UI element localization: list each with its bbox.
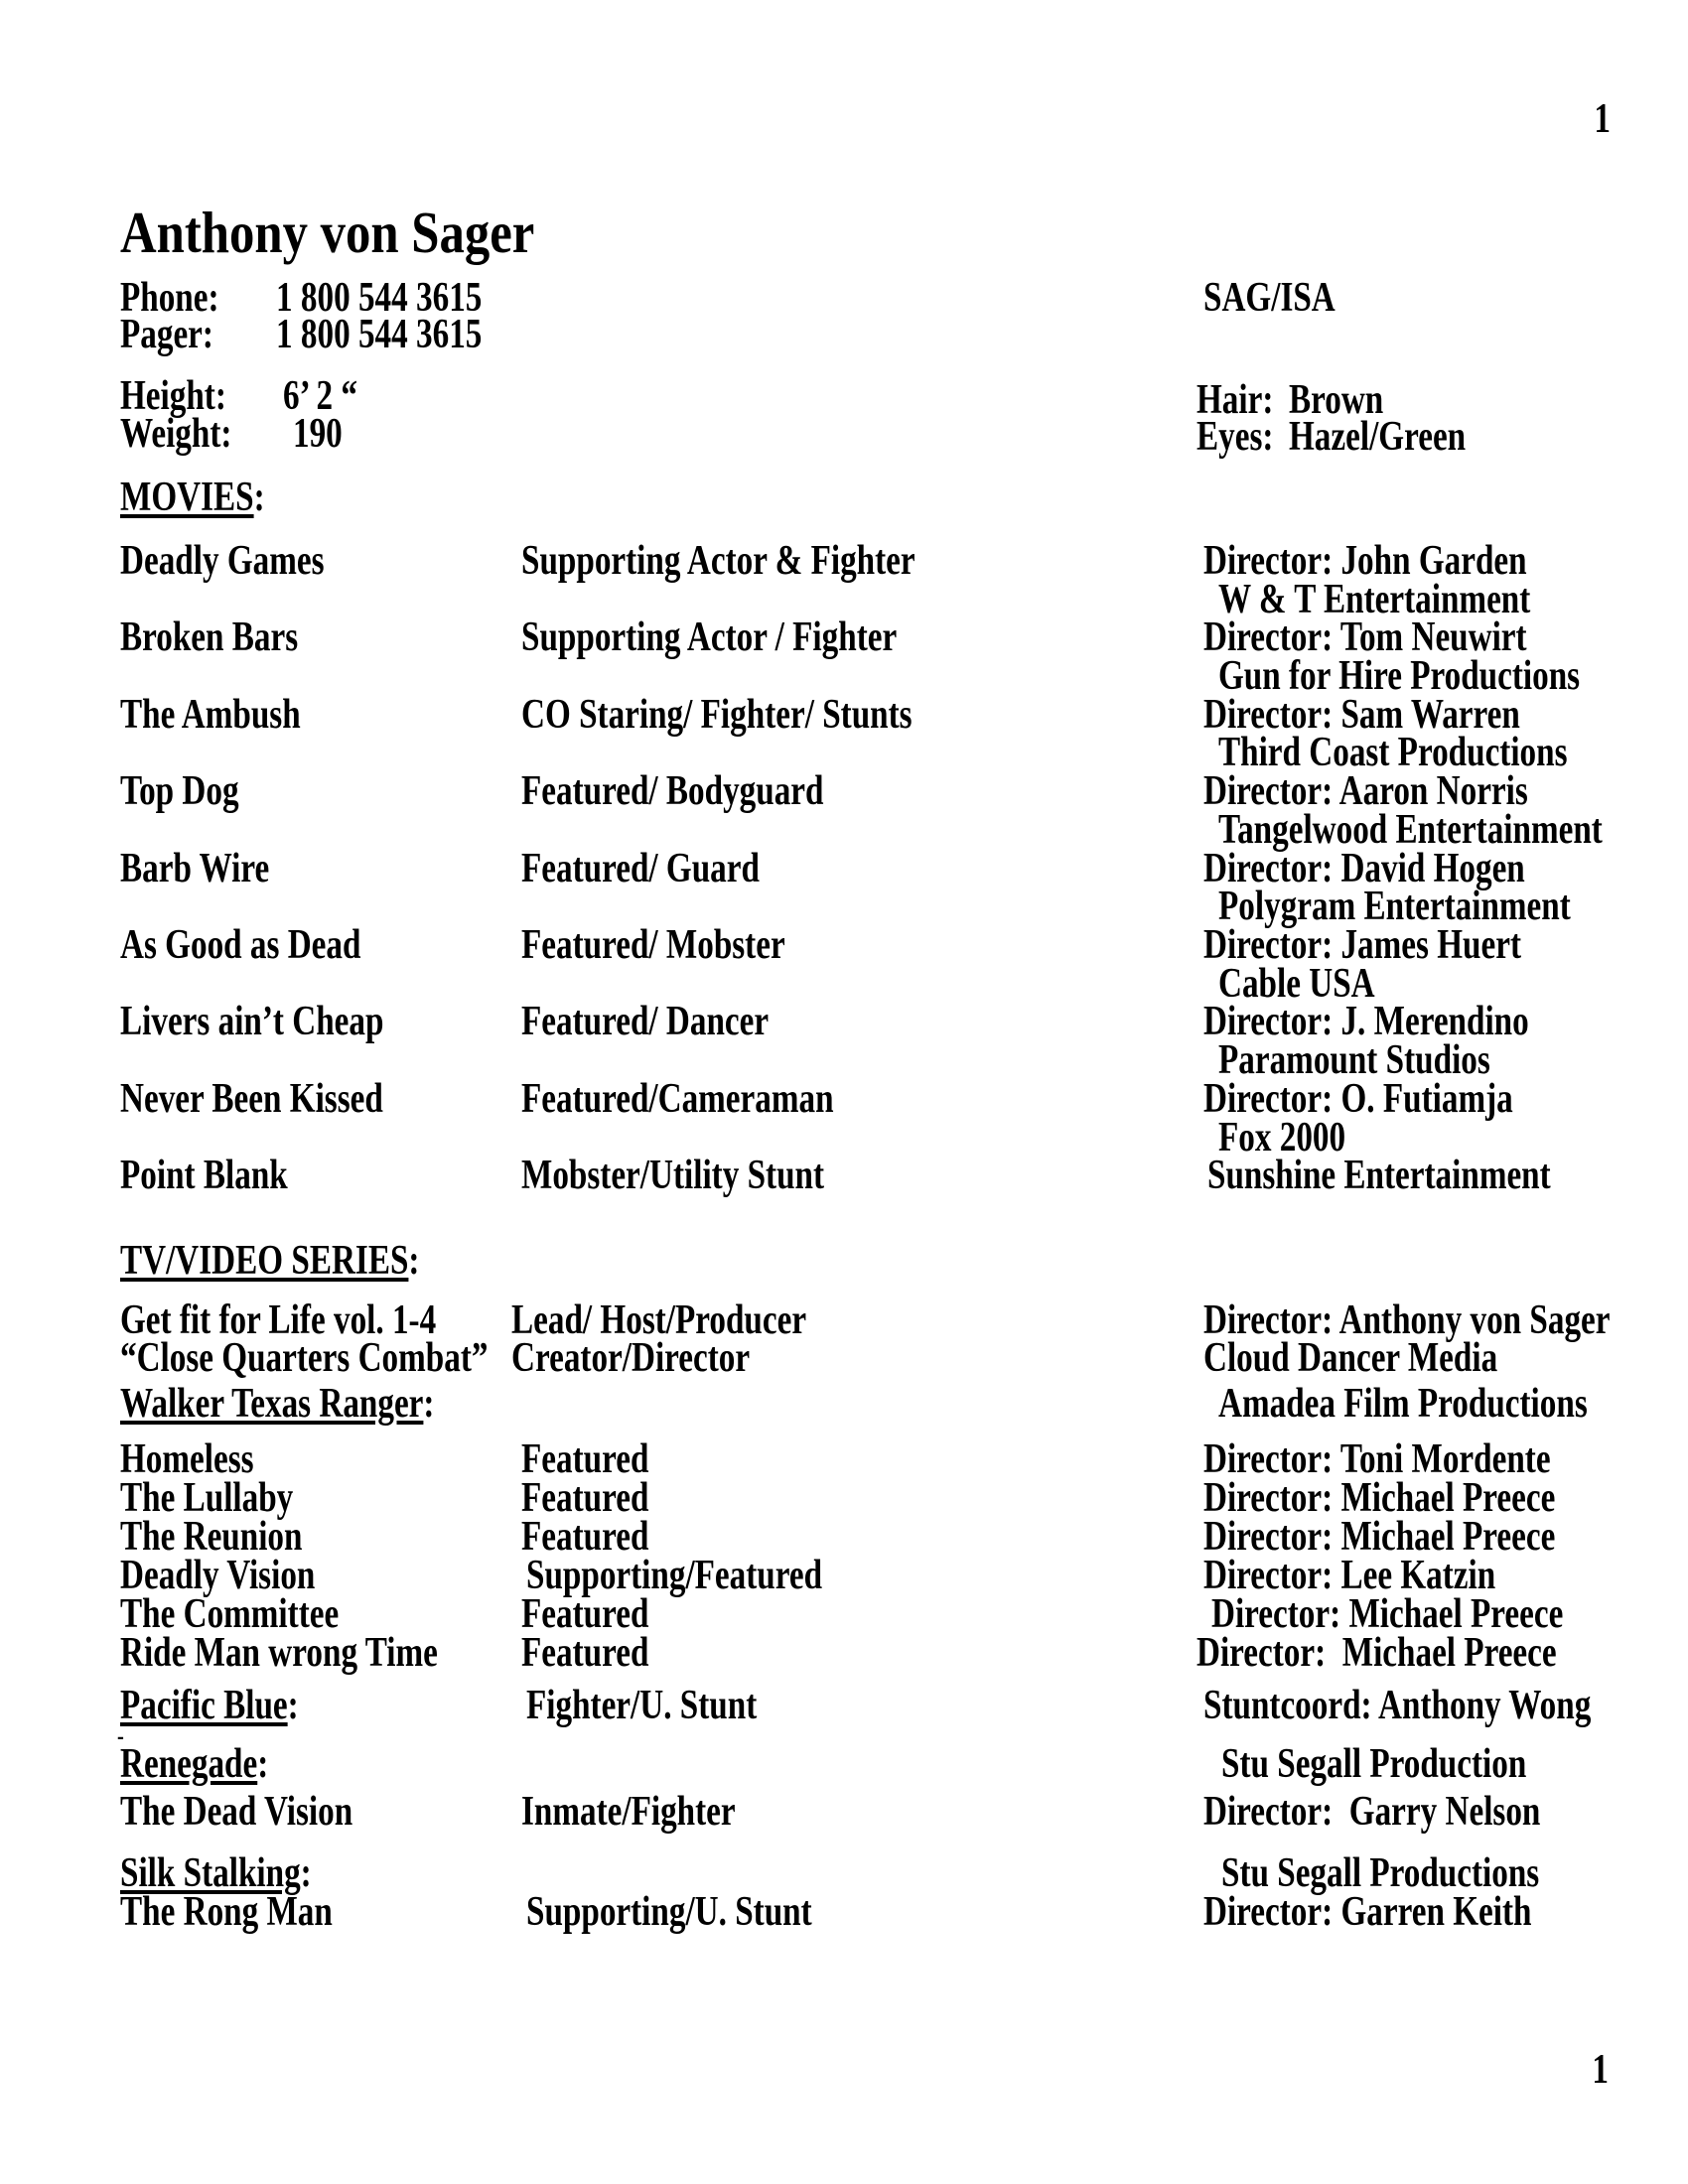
section-heading-tv-video-series [120, 1239, 419, 1283]
page-number-top: 1 [1594, 96, 1611, 142]
episode-title: Ride Man wrong Time [120, 1630, 438, 1676]
movie-company: W & T Entertainment [1218, 577, 1531, 622]
episode-role: Featured [521, 1436, 649, 1482]
episode-credit: Director: Toni Mordente [1203, 1436, 1551, 1482]
movie-credit: Director: James Huert [1203, 922, 1521, 968]
episode-title: The Committee [120, 1591, 340, 1637]
movie-role: Featured/ Bodyguard [521, 768, 824, 814]
hair-label: Hair: [1196, 377, 1274, 423]
heading-colon: : [423, 1381, 435, 1427]
heading-colon: : [287, 1683, 299, 1728]
section-heading-movies [120, 476, 265, 519]
episode-role: Featured [521, 1475, 649, 1521]
episode-role: Featured [521, 1514, 649, 1560]
movie-role: Featured/ Dancer [521, 999, 770, 1044]
section-heading-walker-texas-ranger [120, 1382, 434, 1426]
episode-credit: Director: Lee Katzin [1203, 1553, 1496, 1598]
heading-colon: : [408, 1238, 420, 1284]
episode-credit: Director: Michael Preece [1203, 1514, 1556, 1560]
episode-credit: Director: Michael Preece [1203, 1475, 1556, 1521]
episode-credit: Director: Michael Preece [1211, 1591, 1564, 1637]
height-value: 6’ 2 “ [283, 373, 357, 419]
episode-title: The Rong Man [120, 1889, 333, 1935]
movie-role: Featured/Cameraman [521, 1076, 834, 1122]
page-number-bottom: 1 [1592, 2047, 1609, 2093]
movie-role: CO Staring/ Fighter/ Stunts [521, 692, 913, 738]
union-affiliation: SAG/ISA [1203, 275, 1336, 321]
weight-value: 190 [293, 411, 343, 457]
movie-company: Polygram Entertainment [1218, 884, 1571, 929]
episode-title: Deadly Vision [120, 1553, 316, 1598]
movie-company: Paramount Studios [1218, 1037, 1490, 1083]
movie-title: Top Dog [120, 768, 239, 814]
movie-title: Point Blank [120, 1153, 288, 1198]
tv-credit: Director: Anthony von Sager [1203, 1297, 1611, 1343]
pacific-role: Fighter/U. Stunt [526, 1683, 758, 1728]
movie-role: Supporting Actor / Fighter [521, 614, 898, 660]
movie-credit: Director: Sam Warren [1203, 692, 1520, 738]
movie-title: Barb Wire [120, 846, 270, 891]
episode-title: The Dead Vision [120, 1789, 353, 1835]
section-heading-pacific-text: Pacific Blue [120, 1683, 288, 1728]
tv-role: Creator/Director [511, 1335, 751, 1381]
silk-company: Stu Segall Productions [1221, 1850, 1540, 1896]
movie-company: Third Coast Productions [1218, 730, 1568, 775]
stray-mark: - [117, 1721, 124, 1750]
tv-title: Get fit for Life vol. 1-4 [120, 1297, 437, 1343]
episode-role: Featured [521, 1630, 649, 1676]
pager-label: Pager: [120, 312, 213, 357]
tv-credit: Cloud Dancer Media [1203, 1335, 1498, 1381]
episode-title: The Reunion [120, 1514, 303, 1560]
movie-credit: Director: Tom Neuwirt [1203, 614, 1527, 660]
heading-colon: : [300, 1850, 312, 1896]
section-heading-walker-text: Walker Texas Ranger [120, 1381, 424, 1427]
episode-title: Homeless [120, 1436, 254, 1482]
pacific-credit: Stuntcoord: Anthony Wong [1203, 1683, 1592, 1728]
movie-company: Cable USA [1218, 961, 1375, 1007]
tv-title: “Close Quarters Combat” [120, 1335, 489, 1381]
movie-title: The Ambush [120, 692, 301, 738]
episode-role: Featured [521, 1591, 649, 1637]
movie-role: Supporting Actor & Fighter [521, 538, 915, 584]
movie-title: Never Been Kissed [120, 1076, 383, 1122]
renegade-company: Stu Segall Production [1221, 1741, 1527, 1787]
movie-credit: Sunshine Entertainment [1207, 1153, 1551, 1198]
section-heading-tv-text: TV/VIDEO SERIES [120, 1238, 409, 1284]
hair-value: Brown [1289, 377, 1384, 423]
movie-credit: Director: David Hogen [1203, 846, 1525, 891]
episode-credit: Director: Garren Keith [1203, 1889, 1532, 1935]
movie-company: Gun for Hire Productions [1218, 653, 1581, 699]
episode-credit: Director: Michael Preece [1196, 1630, 1557, 1676]
phone-label: Phone: [120, 275, 219, 321]
section-heading-renegade-text: Renegade [120, 1741, 258, 1787]
section-heading-silk-text: Silk Stalking [120, 1850, 301, 1896]
heading-colon: : [257, 1741, 269, 1787]
phone-value: 1 800 544 3615 [276, 275, 483, 321]
episode-role: Inmate/Fighter [521, 1789, 736, 1835]
movie-credit: Director: J. Merendino [1203, 999, 1529, 1044]
height-label: Height: [120, 373, 226, 419]
episode-role: Supporting/U. Stunt [526, 1889, 812, 1935]
movie-title: Broken Bars [120, 614, 299, 660]
walker-company: Amadea Film Productions [1218, 1381, 1588, 1427]
movie-credit: Director: Aaron Norris [1203, 768, 1528, 814]
movie-role: Featured/ Mobster [521, 922, 785, 968]
movie-title: Livers ain’t Cheap [120, 999, 384, 1044]
section-heading-renegade [120, 1742, 268, 1786]
eyes-label: Eyes: [1196, 414, 1274, 460]
heading-colon: : [253, 475, 265, 520]
episode-title: The Lullaby [120, 1475, 294, 1521]
page-title: Anthony von Sager [120, 200, 535, 265]
weight-label: Weight: [120, 411, 232, 457]
episode-credit: Director: Garry Nelson [1203, 1789, 1541, 1835]
tv-role: Lead/ Host/Producer [511, 1297, 807, 1343]
movie-title: As Good as Dead [120, 922, 361, 968]
movie-role: Featured/ Guard [521, 846, 760, 891]
eyes-value: Hazel/Green [1289, 414, 1467, 460]
movie-role: Mobster/Utility Stunt [521, 1153, 825, 1198]
movie-credit: Director: O. Futiamja [1203, 1076, 1513, 1122]
episode-role: Supporting/Featured [526, 1553, 823, 1598]
pager-value: 1 800 544 3615 [276, 312, 483, 357]
movie-company: Tangelwood Entertainment [1218, 807, 1603, 853]
section-heading-movies-text: MOVIES [120, 475, 254, 520]
section-heading-pacific-blue [120, 1684, 299, 1727]
movie-title: Deadly Games [120, 538, 325, 584]
movie-company: Fox 2000 [1218, 1115, 1346, 1160]
movie-credit: Director: John Garden [1203, 538, 1527, 584]
